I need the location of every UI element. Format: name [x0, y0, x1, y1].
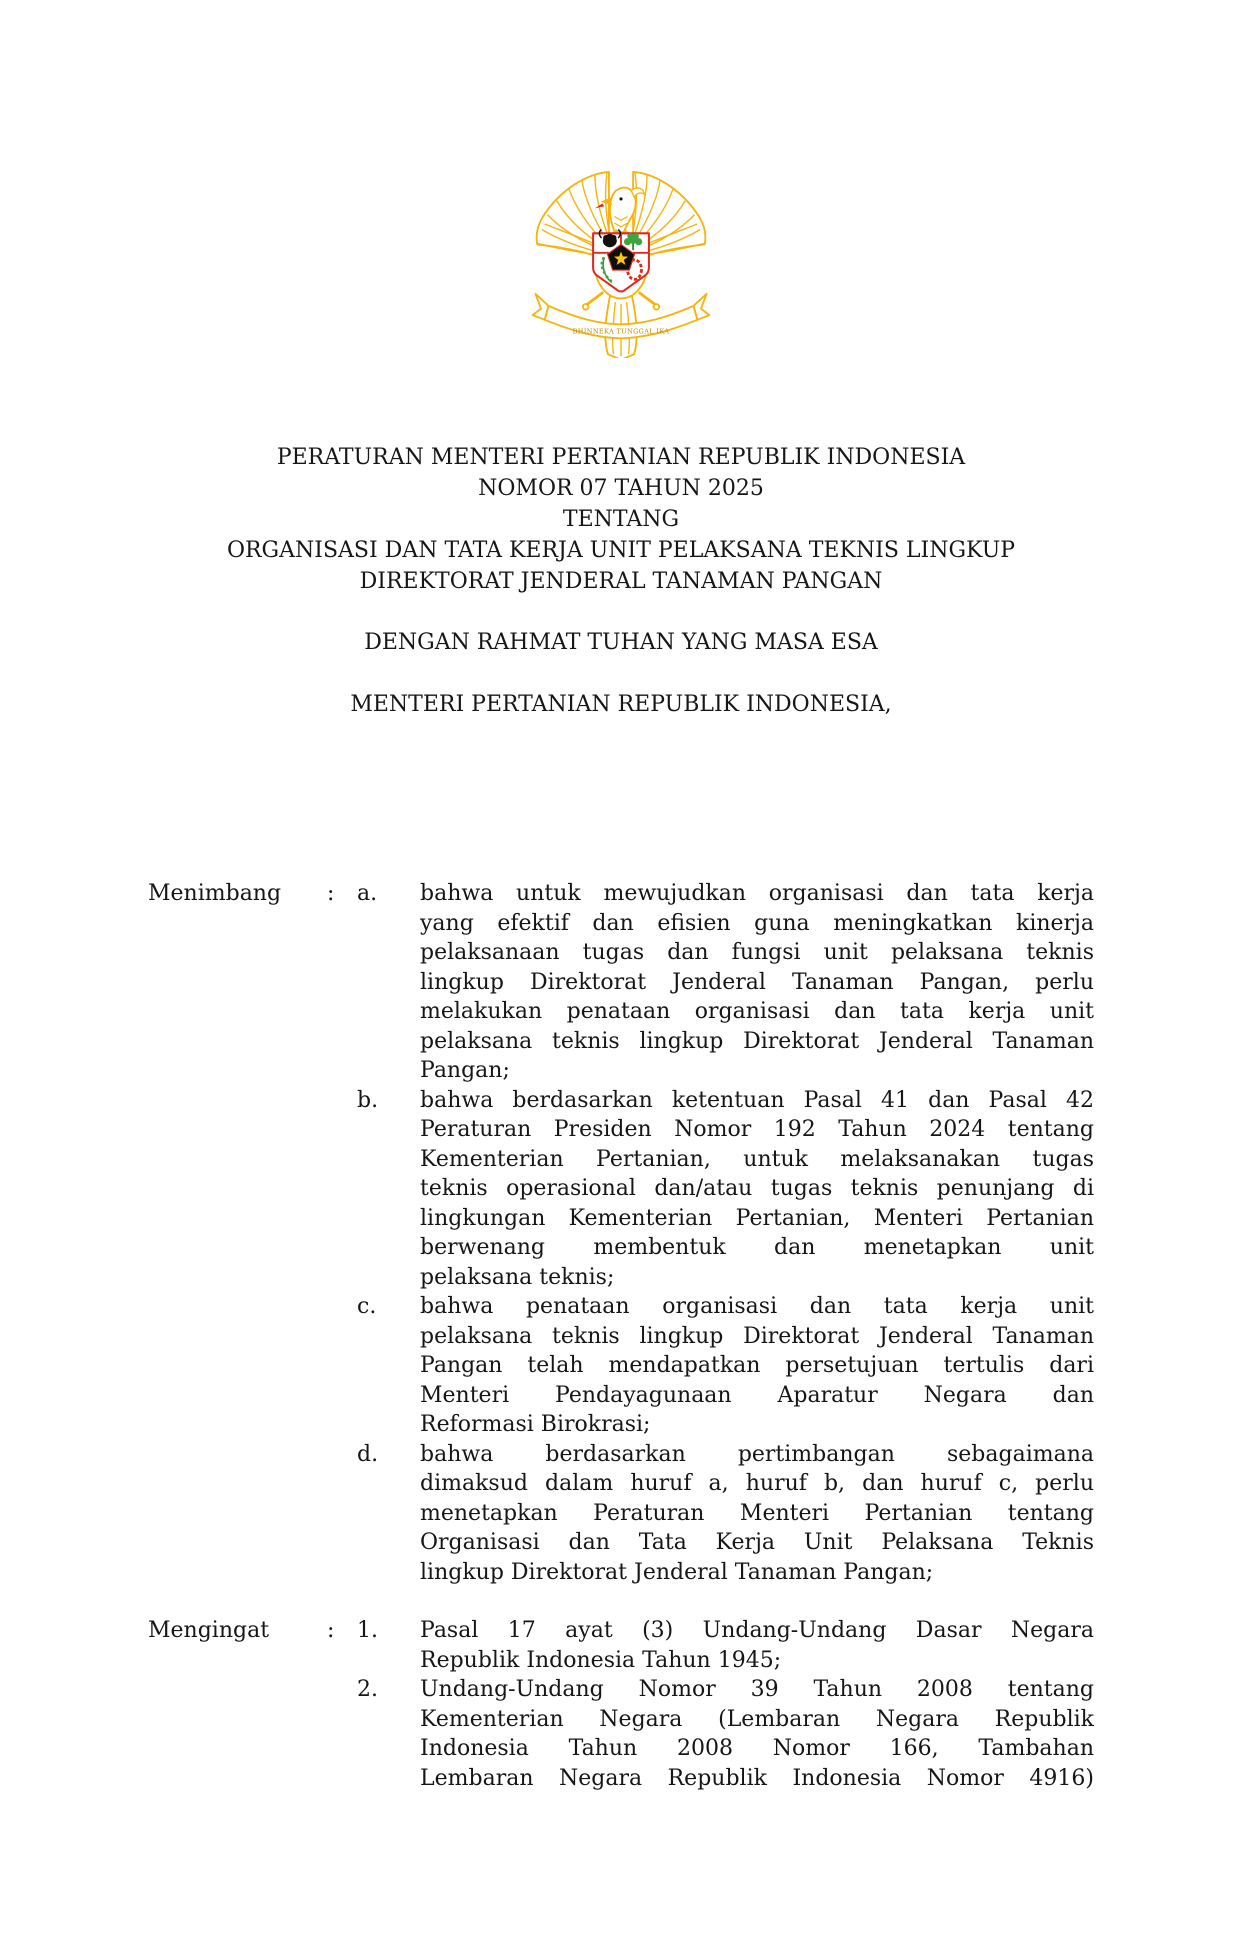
document-content [0, 442, 1241, 1793]
mengingat-items [357, 1616, 1094, 1793]
mengingat-label: Mengingat [148, 1618, 270, 1643]
mengingat-section [148, 1616, 1094, 1793]
mengingat-colon: : [327, 1618, 335, 1643]
consideration-item-d [357, 1440, 1094, 1588]
item-marker: 1. [357, 1618, 378, 1643]
regulation-number-line: NOMOR 07 TAHUN 2025 [478, 476, 764, 501]
garuda-pancasila-emblem [528, 157, 714, 358]
item-text: bahwa berdasarkan pertimbangan sebagaimana dimaksud dalam huruf a, huruf b, dan huruf c, perlu menetapkan Peraturan Menteri Pertanian tentang Organisasi dan Tata Kerja Unit Pelaksana Teknis lingkup Direktorat Jenderal Tanaman Pangan; [420, 1441, 1094, 1585]
authority-line: MENTERI PERTANIAN REPUBLIK INDONESIA, [350, 692, 892, 717]
consideration-item-a [357, 879, 1094, 1086]
regulation-subject-line-2: DIREKTORAT JENDERAL TANAMAN PANGAN [359, 569, 883, 594]
item-marker: a. [357, 881, 378, 906]
regulation-tentang-line: TENTANG [562, 507, 680, 532]
motto-text: BHINNEKA TUNGGAL IKA [572, 327, 669, 336]
item-text: Undang-Undang Nomor 39 Tahun 2008 tentang Kementerian Negara (Lembaran Negara Republik Indonesia Tahun 2008 Nomor 166, Tambahan Lembaran Negara Republik Indonesia Nomor 4916) [420, 1677, 1094, 1791]
item-marker: b. [357, 1087, 379, 1113]
item-text: bahwa penataan organisasi dan tata kerja unit pelaksana teknis lingkup Direktorat Jenderal Tanaman Pangan telah mendapatkan persetujuan tertulis dari Menteri Pendayagunaan Aparatur Negara dan Reformasi Birokrasi; [420, 1294, 1094, 1437]
menimbang-items [357, 879, 1094, 1587]
menimbang-colon: : [327, 881, 335, 906]
invocation-line: DENGAN RAHMAT TUHAN YANG MASA ESA [364, 630, 878, 655]
garuda-pancasila-image [528, 157, 714, 358]
item-text: bahwa berdasarkan ketentuan Pasal 41 dan Pasal 42 Peraturan Presiden Nomor 192 Tahun 2024 tentang Kementerian Pertanian, untuk melaksanakan tugas teknis operasional dan/atau tugas teknis penunjang di lingkungan Kementerian Pertanian, Menteri Pertanian berwenang membentuk dan menetapkan unit pelaksana teknis; [420, 1087, 1094, 1290]
item-marker: c. [357, 1294, 377, 1319]
legal-basis-item-1 [357, 1616, 1094, 1675]
menimbang-label: Menimbang [148, 881, 282, 906]
consideration-item-c [357, 1292, 1094, 1440]
regulation-title-line-1: PERATURAN MENTERI PERTANIAN REPUBLIK INDONESIA [276, 445, 966, 470]
consideration-item-b [357, 1086, 1094, 1293]
legal-basis-item-2 [357, 1675, 1094, 1793]
item-marker: 2. [357, 1677, 378, 1702]
item-text: bahwa untuk mewujudkan organisasi dan tata kerja yang efektif dan efisien guna meningkatkan kinerja pelaksanaan tugas dan fungsi unit pelaksana teknis lingkup Direktorat Jenderal Tanaman Pangan, perlu melakukan penataan organisasi dan tata kerja unit pelaksana teknis lingkup Direktorat Jenderal Tanaman Pangan; [420, 881, 1094, 1083]
menimbang-section [148, 879, 1094, 1587]
regulation-title [148, 442, 1094, 597]
regulation-subject-line-1: ORGANISASI DAN TATA KERJA UNIT PELAKSANA TEKNIS LINGKUP [226, 538, 1016, 563]
item-marker: d. [357, 1441, 379, 1467]
item-text: Pasal 17 ayat (3) Undang-Undang Dasar Negara Republik Indonesia Tahun 1945; [420, 1618, 1094, 1673]
